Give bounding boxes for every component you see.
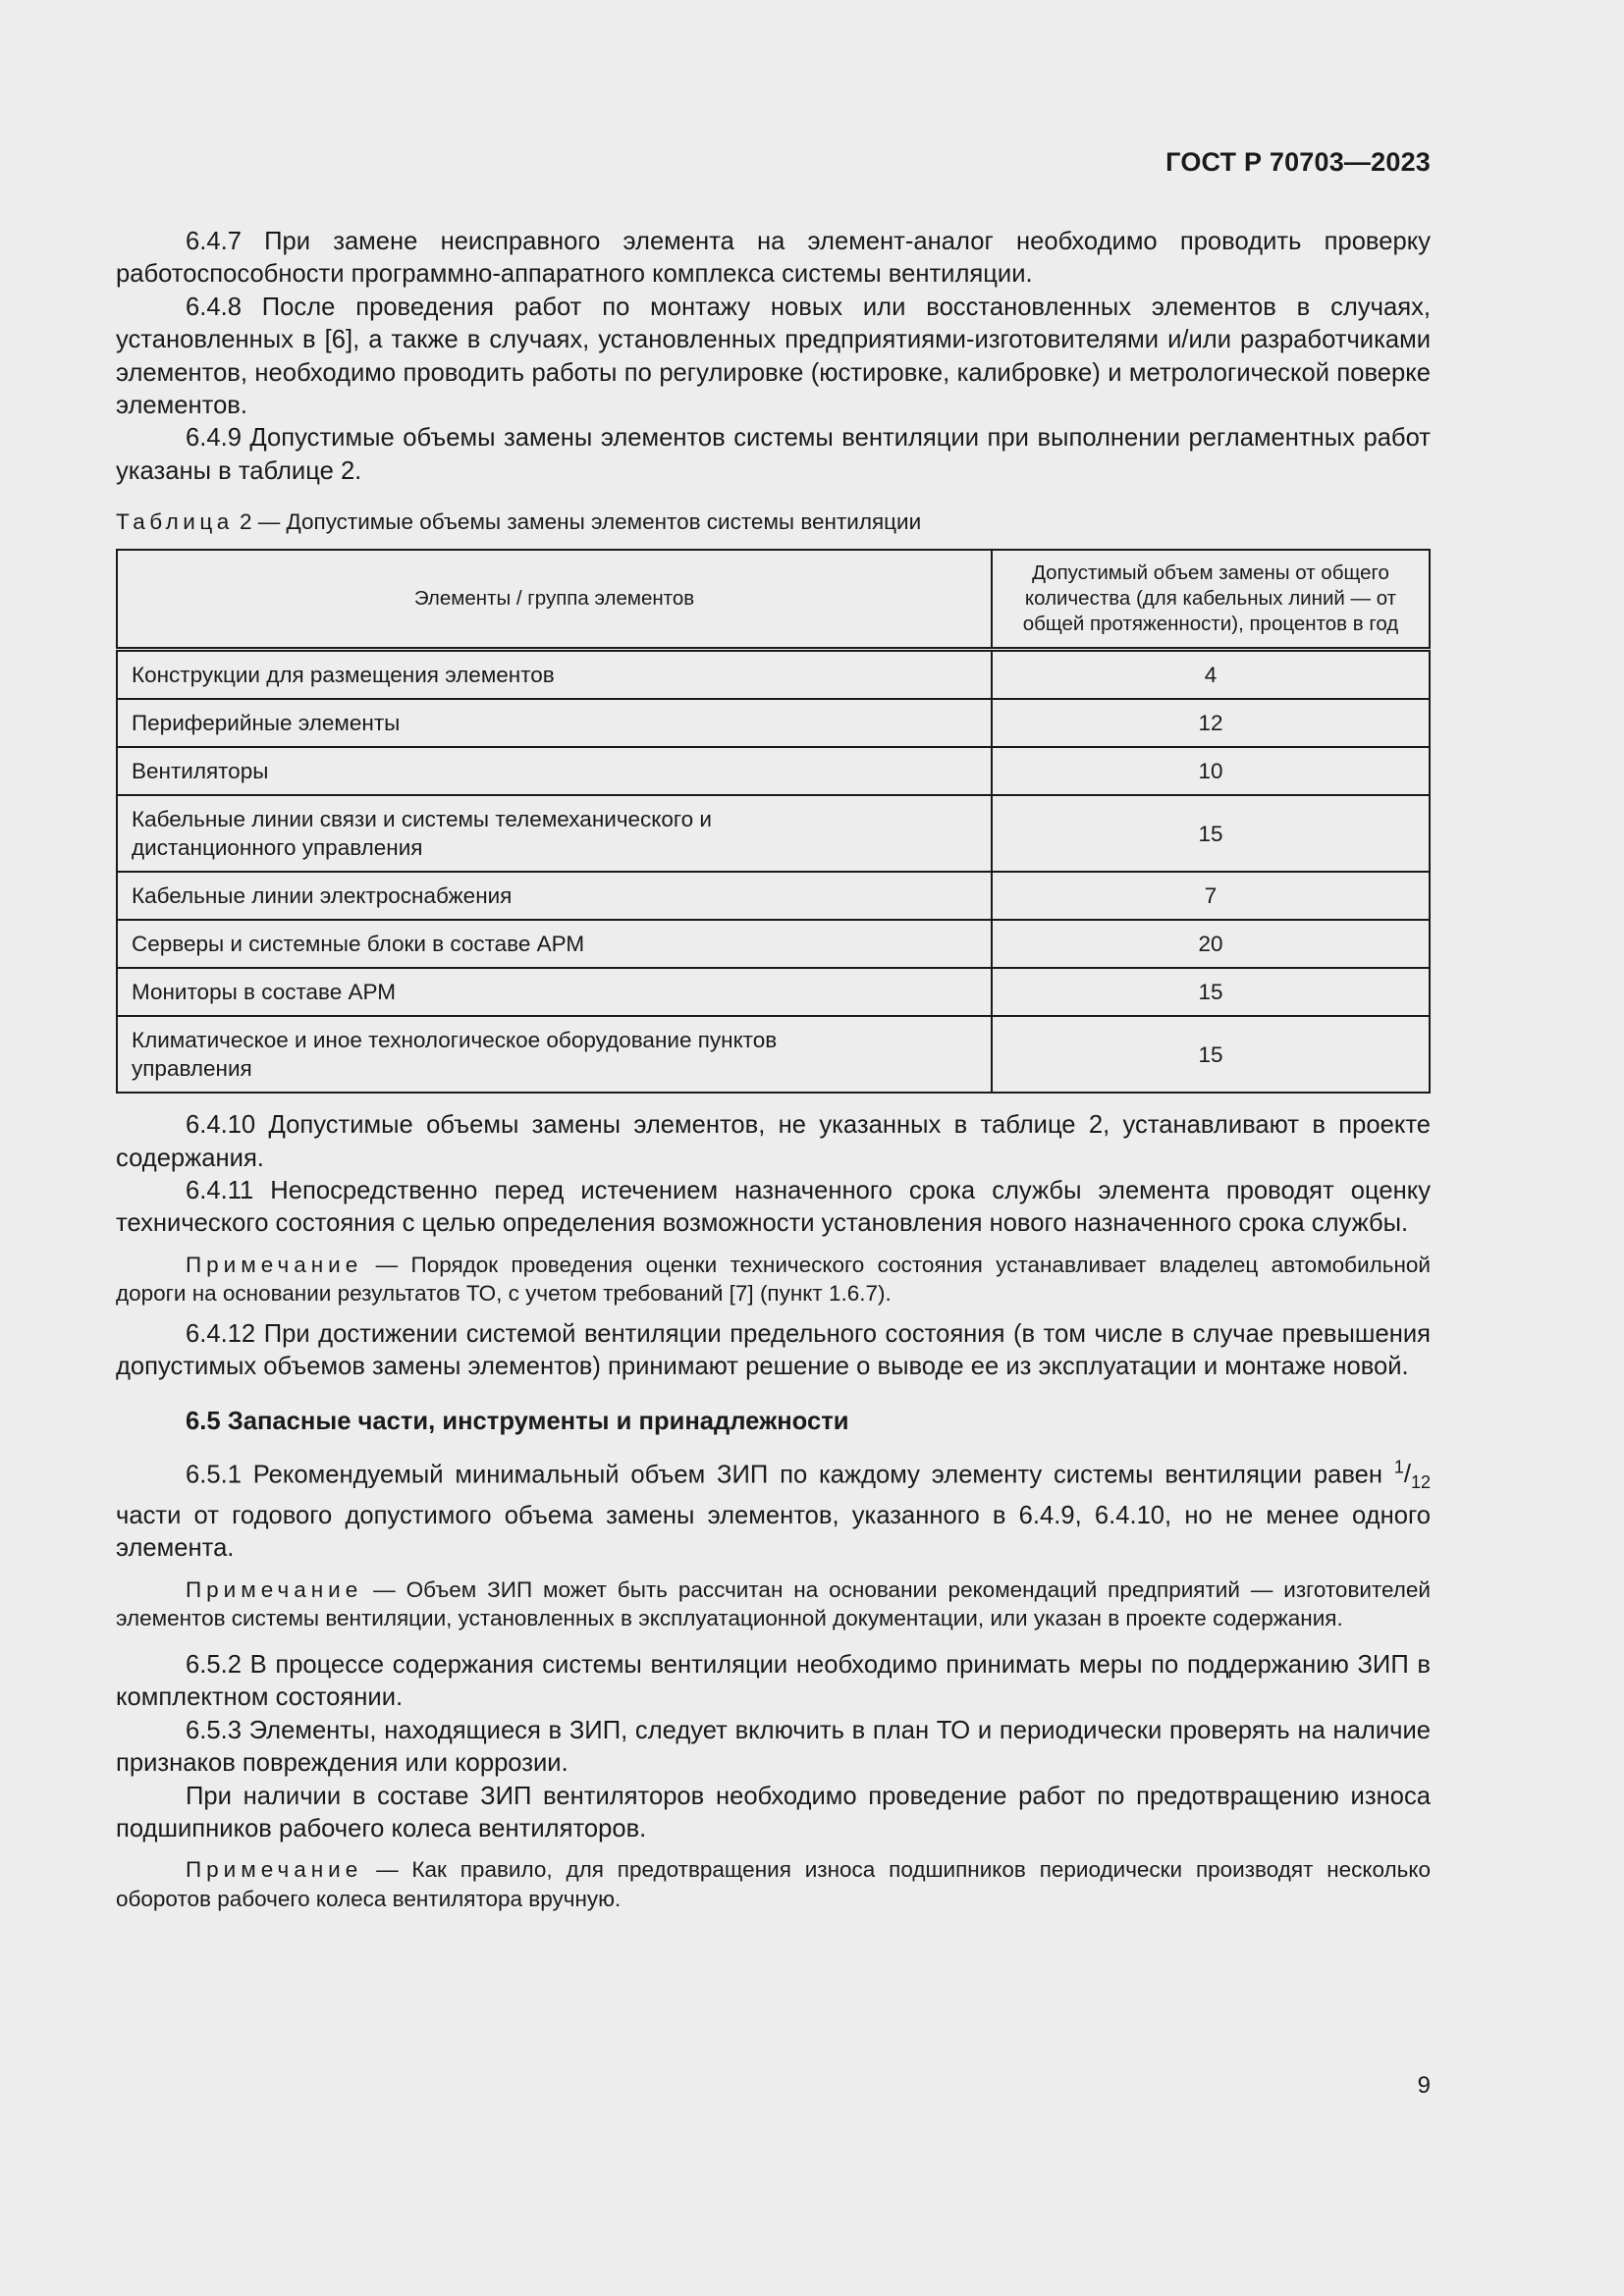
table-cell-name-text: Кабельные линии связи и системы телемеханического и дистанционного управления	[132, 807, 712, 861]
table-caption-label: Таблица	[116, 509, 234, 535]
table-cell-name: Кабельные линии электроснабжения	[117, 872, 992, 920]
table-cell-value: 10	[992, 747, 1430, 795]
document-id: ГОСТ Р 70703—2023	[1165, 147, 1431, 177]
paragraph-6-5-3-cont: При наличии в составе ЗИП вентиляторов необходимо проведение работ по предотвращению износа подшипников рабочего колеса вентиляторов.	[116, 1782, 1431, 1842]
table-cell-name: Периферийные элементы	[117, 699, 992, 747]
table-cell-name-text: Климатическое и иное технологическое оборудование пунктов управления	[132, 1028, 778, 1082]
table-cell-value: 20	[992, 920, 1430, 968]
table-cell-value: 15	[992, 968, 1430, 1016]
page-number: 9	[1417, 2072, 1431, 2099]
paragraph-6-4-11: 6.4.11 Непосредственно перед истечением назначенного срока службы элемента проводят оценку технического состояния с целью определения возможности установления нового назначенного срока службы.	[116, 1177, 1431, 1238]
table-row	[117, 795, 1430, 872]
paragraph-6-4-8: 6.4.8 После проведения работ по монтажу новых или восстановленных элементов в случаях, установленных в [6], а также в случаях, установленных предприятиями-изготовителями и/или разработчиками элементов, необходимо проводить работы по регулировке (юстировке, калибровке) и метрологической поверке элементов.	[116, 293, 1431, 420]
paragraph-6-5-3: 6.5.3 Элементы, находящиеся в ЗИП, следует включить в план ТО и периодически проверять на наличие признаков повреждения или коррозии.	[116, 1716, 1431, 1778]
section-title-6-5: 6.5 Запасные части, инструменты и принадлежности	[186, 1407, 849, 1435]
fraction-numerator: 1	[1393, 1457, 1404, 1477]
table-cell-value: 12	[992, 699, 1430, 747]
table-cell-name: Конструкции для размещения элементов	[117, 650, 992, 700]
paragraph-6-5-1-end: части от годового допустимого объема замены элементов, указанного в 6.4.9, 6.4.10, но не менее одного элемента.	[116, 1501, 1431, 1563]
paragraph-6-4-9: 6.4.9 Допустимые объемы замены элементов системы вентиляции при выполнении регламентных работ указаны в таблице 2.	[116, 424, 1431, 485]
table-row	[117, 1016, 1430, 1093]
table-cell-value: 15	[992, 795, 1430, 872]
note-2	[116, 1575, 1431, 1633]
note-label: Примечание	[186, 1576, 363, 1602]
fraction-denominator: 12	[1410, 1472, 1431, 1493]
note-2-text: — Объем ЗИП может быть рассчитан на основании рекомендаций предприятий — изготовителей элементов системы вентиляции, установленных в эксплуатационной документации, или указан в проекте содержания.	[116, 1576, 1431, 1631]
paragraph-6-4-7: 6.4.7 При замене неисправного элемента на элемент-аналог необходимо проводить проверку работоспособности программно-аппаратного комплекса системы вентиляции.	[116, 228, 1431, 289]
paragraph-6-4-10: 6.4.10 Допустимые объемы замены элементов, не указанных в таблице 2, устанавливают в проекте содержания.	[116, 1111, 1431, 1172]
table-row	[117, 699, 1430, 747]
table-cell-name	[117, 1016, 992, 1093]
table-row	[117, 872, 1430, 920]
paragraph-6-5-1-start: 6.5.1 Рекомендуемый минимальный объем ЗИП по каждому элементу системы вентиляции равен	[186, 1461, 1394, 1489]
paragraph-6-4-12: 6.4.12 При достижении системой вентиляции предельного состояния (в том числе в случае превышения допустимых объемов замены элементов) принимают решение о выводе ее из эксплуатации и монтаже новой.	[116, 1320, 1431, 1381]
paragraph-6-5-1	[116, 1452, 1431, 1566]
note-1-text: — Порядок проведения оценки технического состояния устанавливает владелец автомобильной дороги на основании результатов ТО, с учетом требований [7] (пункт 1.6.7).	[116, 1252, 1431, 1307]
table-header-elements: Элементы / группа элементов	[117, 550, 992, 650]
table-cell-name: Вентиляторы	[117, 747, 992, 795]
table-cell-value: 4	[992, 650, 1430, 700]
table-cell-name: Мониторы в составе АРМ	[117, 968, 992, 1016]
table-row	[117, 968, 1430, 1016]
table-row	[117, 920, 1430, 968]
note-1	[116, 1251, 1431, 1308]
paragraph-6-5-2: 6.5.2 В процессе содержания системы вентиляции необходимо принимать меры по поддержанию ЗИП в комплектном состоянии.	[116, 1650, 1431, 1712]
table-row	[117, 747, 1430, 795]
note-3	[116, 1855, 1431, 1913]
table-cell-name	[117, 795, 992, 872]
table-cell-name: Серверы и системные блоки в составе АРМ	[117, 920, 992, 968]
table-header-volume: Допустимый объем замены от общего количества (для кабельных линий — от общей протяженности), процентов в год	[992, 550, 1430, 650]
table-cell-value: 15	[992, 1016, 1430, 1093]
note-label: Примечание	[186, 1252, 363, 1277]
table-row	[117, 650, 1430, 700]
fraction-one-twelfth: $^1/_{12}$	[1393, 1457, 1431, 1493]
table-cell-value: 7	[992, 872, 1430, 920]
table-caption-text: 2 — Допустимые объемы замены элементов системы вентиляции	[233, 509, 922, 535]
table-caption	[116, 507, 1431, 537]
page-content	[116, 226, 1431, 1914]
replacement-volumes-table	[116, 549, 1431, 1094]
note-label: Примечание	[186, 1857, 363, 1883]
note-3-text: — Как правило, для предотвращения износа подшипников периодически производят несколько оборотов рабочего колеса вентилятора вручную.	[116, 1857, 1431, 1911]
